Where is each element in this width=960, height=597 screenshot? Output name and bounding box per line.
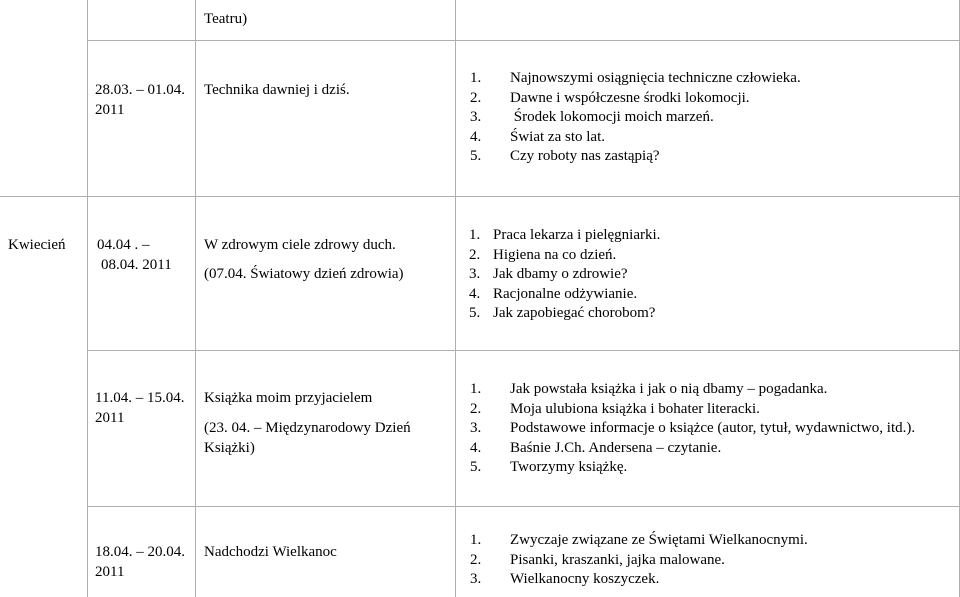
date-range: [95, 542, 185, 582]
list-item: 3. Środek lokomocji moich marzeń.: [470, 109, 714, 125]
activity-list: [469, 226, 660, 324]
week-topic-note-line: (23. 04. – Międzynarodowy Dzień: [204, 420, 411, 436]
date-range-line: 2011: [95, 102, 125, 118]
week-topic-note: (07.04. Światowy dzień zdrowia): [204, 266, 404, 282]
list-item: 1. Zwyczaje związane ze Świętami Wielkanocnymi.: [470, 532, 808, 548]
list-item: 3. Podstawowe informacje o książce (autor, tytuł, wydawnictwo, itd.).: [470, 420, 916, 436]
date-range: [97, 235, 172, 275]
column-divider: [87, 0, 88, 597]
week-topic: Technika dawniej i dziś.: [204, 82, 350, 98]
list-item: 5. Czy roboty nas zastąpią?: [470, 148, 660, 164]
activity-list: [470, 380, 915, 478]
date-range: [95, 80, 185, 120]
week-topic-note-line: Książki): [204, 440, 255, 456]
week-topic: W zdrowym ciele zdrowy duch.: [204, 237, 396, 253]
list-item: 3. Jak dbamy o zdrowie?: [469, 266, 628, 282]
date-range: [95, 388, 184, 428]
list-item: 5. Tworzymy książkę.: [470, 459, 628, 475]
list-item: 5. Jak zapobiegać chorobom?: [469, 305, 656, 321]
row-divider: [87, 506, 960, 507]
list-item: 2. Higiena na co dzień.: [469, 246, 617, 263]
list-item: 4. Racjonalne odżywianie.: [469, 285, 638, 302]
list-item: 1. Jak powstała książka i jak o nią dbamy – pogadanka.: [470, 381, 828, 397]
list-item: 1. Praca lekarza i pielęgniarki.: [469, 227, 661, 243]
date-range-line: 08.04. 2011: [101, 257, 172, 273]
column-divider: [455, 0, 456, 597]
date-range-line: 2011: [95, 410, 125, 426]
list-item: 2. Dawne i współczesne środki lokomocji.: [470, 89, 750, 106]
date-range-line: 18.04. – 20.04.: [95, 544, 185, 560]
row-divider: [87, 350, 960, 351]
topic-continuation: Teatru): [204, 11, 248, 27]
date-range-line: 11.04. – 15.04.: [95, 390, 185, 406]
month-label: Kwiecień: [8, 237, 66, 253]
date-range-line: 04.04 . –: [97, 237, 150, 253]
list-item: 3. Wielkanocny koszyczek.: [470, 571, 660, 587]
week-topic-note: [204, 418, 411, 458]
list-item: 1. Najnowszymi osiągnięcia techniczne człowieka.: [470, 70, 801, 86]
list-item: 4. Świat za sto lat.: [470, 128, 605, 145]
activity-list: [470, 69, 801, 167]
row-divider: [87, 40, 960, 41]
column-divider: [195, 0, 196, 597]
activity-list: [470, 531, 808, 590]
list-item: 2. Pisanki, kraszanki, jajka malowane.: [470, 551, 725, 568]
date-range-line: 2011: [95, 564, 125, 580]
list-item: 4. Baśnie J.Ch. Andersena – czytanie.: [470, 439, 722, 456]
row-divider: [0, 196, 960, 197]
week-topic: Książka moim przyjacielem: [204, 390, 373, 406]
week-topic: Nadchodzi Wielkanoc: [204, 544, 337, 560]
date-range-line: 28.03. – 01.04.: [95, 82, 185, 98]
list-item: 2. Moja ulubiona książka i bohater literacki.: [470, 400, 760, 417]
